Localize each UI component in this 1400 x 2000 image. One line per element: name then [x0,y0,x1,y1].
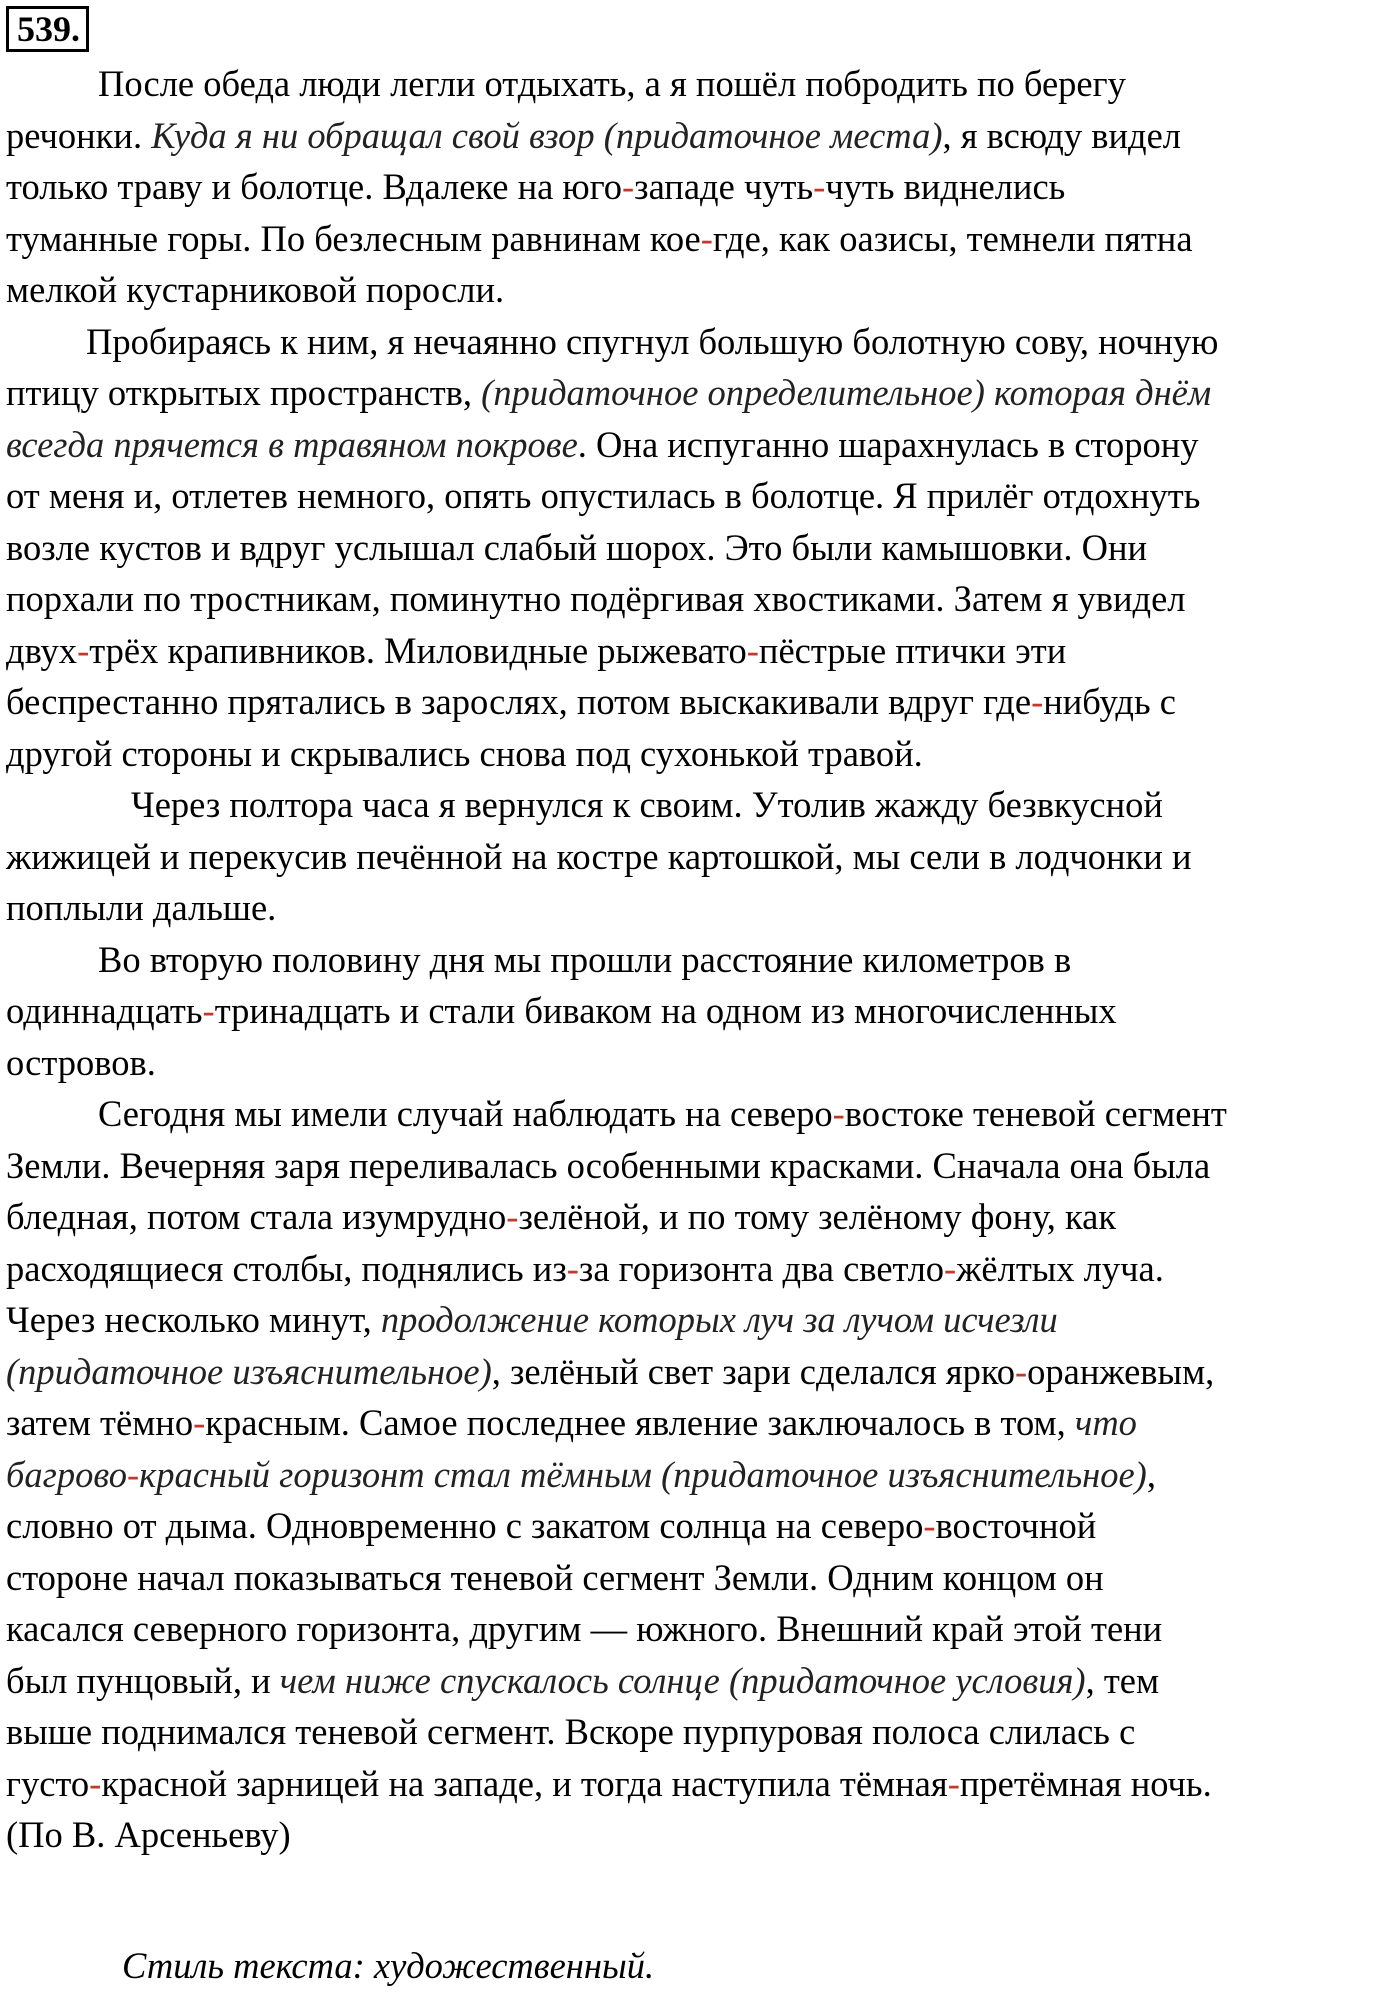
text-run: зелёной, и по тому зелёному фону, как [518,1196,1117,1237]
document-page [6,6,1396,1861]
hyphen-mark: - [944,1247,957,1289]
text-run: красной зарницей на западе, и тогда наступила тёмная [101,1762,948,1804]
hyphen-mark: - [202,990,215,1031]
italic-annotation: чем ниже спускалось солнце (придаточное условия) [279,1659,1086,1701]
hyphen-mark: - [1031,681,1044,722]
text-run: где, как оазисы, темнели пятна [712,217,1193,259]
text-run: другой стороны и скрывались снова под сухонькой травой. [6,732,923,774]
text-run: беспрестанно прятались в зарослях, потом выскакивали вдруг где [6,681,1032,722]
text-run: жёлтых луча. [956,1247,1164,1289]
text-run: двух [6,629,78,671]
italic-annotation: продолжение которых луч за лучом исчезли [380,1299,1058,1340]
text-run: возле кустов и вдруг услышал слабый шорох. Это были камышовки. Они [6,526,1148,568]
text-run: , [1146,1453,1156,1495]
text-line [6,1294,1396,1346]
text-run: оранжевым, [1027,1350,1215,1392]
text-run: Земли. Вечерняя заря переливалась особенными красками. Сначала она была [6,1144,1211,1186]
text-line [6,1397,1396,1449]
text-line [6,1191,1396,1243]
text-run: касался северного горизонта, другим — южного. Внешний край этой тени [6,1608,1163,1649]
italic-annotation: всегда прячется в травяном покрове [6,423,578,465]
text-run: , тем [1085,1659,1160,1701]
text-line [6,316,1396,368]
text-line [6,1140,1396,1192]
text-run: островов. [6,1041,156,1083]
hyphen-mark: - [126,1453,140,1495]
text-line [6,367,1396,419]
text-line [6,161,1396,213]
text-line [6,522,1396,574]
text-run: за горизонта два светло [578,1247,945,1289]
text-line [6,110,1396,162]
text-run: , я всюду видел [942,114,1181,156]
text-run: только траву и болотце. Вдалеке на юго [6,166,623,207]
text-run: расходящиеся столбы, поднялись из [6,1247,567,1289]
text-run: После обеда люди легли отдыхать, а я пошёл побродить по берегу [98,63,1126,104]
italic-annotation: что [1074,1402,1137,1443]
text-run: Сегодня мы имели случай наблюдать на северо [98,1093,833,1134]
hyphen-mark: - [947,1762,960,1804]
text-line [6,213,1396,265]
text-line [6,1449,1396,1501]
text-run: тринадцать и стали биваком на одном из многочисленных [214,990,1117,1031]
text-run: западе чуть [634,166,814,207]
text-line [6,625,1396,677]
text-run: порхали по тростникам, поминутно подёргивая хвостиками. Затем я увидел [6,578,1186,619]
text-run: нибудь с [1043,681,1176,722]
text-run: Во вторую половину дня мы прошли расстояние километров в [98,938,1072,980]
text-line [6,264,1396,316]
text-run: Пробираясь к ним, я нечаянно спугнул большую болотную сову, ночную [86,320,1219,362]
hyphen-mark: - [700,217,713,259]
text-line [6,1655,1396,1707]
text-line [6,676,1396,728]
hyphen-mark: - [193,1402,206,1443]
hyphen-mark: - [923,1505,936,1546]
text-run: одиннадцать [6,990,203,1031]
text-line [6,728,1396,780]
text-line [6,779,1396,831]
text-line [6,934,1396,986]
text-run: красным. Самое последнее явление заключалось в том, [205,1402,1075,1443]
text-line [6,831,1396,883]
italic-annotation: багрово [6,1453,127,1495]
text-line [6,985,1396,1037]
text-run: от меня и, отлетев немного, опять опустилась в болотце. Я прилёг отдохнуть [6,475,1201,516]
hyphen-mark: - [746,629,759,671]
hyphen-mark: - [77,629,90,671]
text-run: стороне начал показываться теневой сегмент Земли. Одним концом он [6,1556,1104,1598]
text-run: Через полтора часа я вернулся к своим. Утолив жажду безвкусной [131,784,1163,825]
text-line [6,58,1396,110]
text-line [6,1809,1396,1861]
text-run: чуть виднелись [825,166,1066,207]
text-run: речонки. [6,114,152,156]
text-line [6,470,1396,522]
text-run: Через несколько минут, [6,1299,381,1340]
hyphen-mark: - [813,166,826,207]
hyphen-mark: - [1014,1350,1028,1392]
hyphen-mark: - [506,1196,519,1237]
text-line [6,1706,1396,1758]
text-run: выше поднимался теневой сегмент. Вскоре пурпуровая полоса слилась с [6,1711,1136,1752]
text-run: пёстрые птички эти [758,629,1067,671]
text-line [6,1552,1396,1604]
text-run: востоке теневой сегмент [844,1093,1227,1134]
italic-annotation: (придаточное изъяснительное) [6,1350,492,1392]
text-style-note: Стиль текста: художественный. [122,1945,655,1986]
text-run: жижицей и перекусив печённой на костре картошкой, мы сели в лодчонки и [6,835,1192,877]
text-line [6,1500,1396,1552]
text-run: затем тёмно [6,1402,194,1443]
text-run: птицу открытых пространств, [6,372,482,413]
italic-annotation: (придаточное определительное) которая днём [481,372,1212,413]
italic-annotation: Куда я ни обращал свой взор (придаточное места) [151,114,943,156]
text-run: претёмная ночь. [959,1762,1212,1804]
text-line [6,1037,1396,1089]
text-line [6,1243,1396,1295]
exercise-text [6,58,1396,1861]
text-run: был пунцовый, и [6,1659,280,1701]
text-run: словно от дыма. Одновременно с закатом солнца на северо [6,1505,924,1546]
text-line [6,573,1396,625]
hyphen-mark: - [566,1247,579,1289]
text-run: восточной [935,1505,1097,1546]
text-run: туманные горы. По безлесным равнинам кое [6,217,701,259]
hyphen-mark: - [832,1093,845,1134]
italic-annotation: красный горизонт стал тёмным (придаточное изъяснительное) [139,1453,1147,1495]
text-run: поплыли дальше. [6,887,277,928]
text-run: мелкой кустарниковой поросли. [6,269,505,310]
hyphen-mark: - [622,166,635,207]
text-run: бледная, потом стала изумрудно [6,1196,507,1237]
text-line [6,1758,1396,1810]
text-run: (По В. Арсеньеву) [6,1814,291,1855]
text-run: трёх крапивников. Миловидные рыжевато [89,629,747,671]
hyphen-mark: - [89,1762,102,1804]
text-run: , зелёный свет зари сделался ярко [491,1350,1015,1392]
text-line [6,1088,1396,1140]
text-line [6,419,1396,471]
text-run: густо [6,1762,90,1804]
text-run: . Она испуганно шарахнулась в сторону [577,423,1199,465]
text-line [6,882,1396,934]
text-line [6,1603,1396,1655]
exercise-number: 539. [6,6,89,52]
text-line [6,1346,1396,1398]
